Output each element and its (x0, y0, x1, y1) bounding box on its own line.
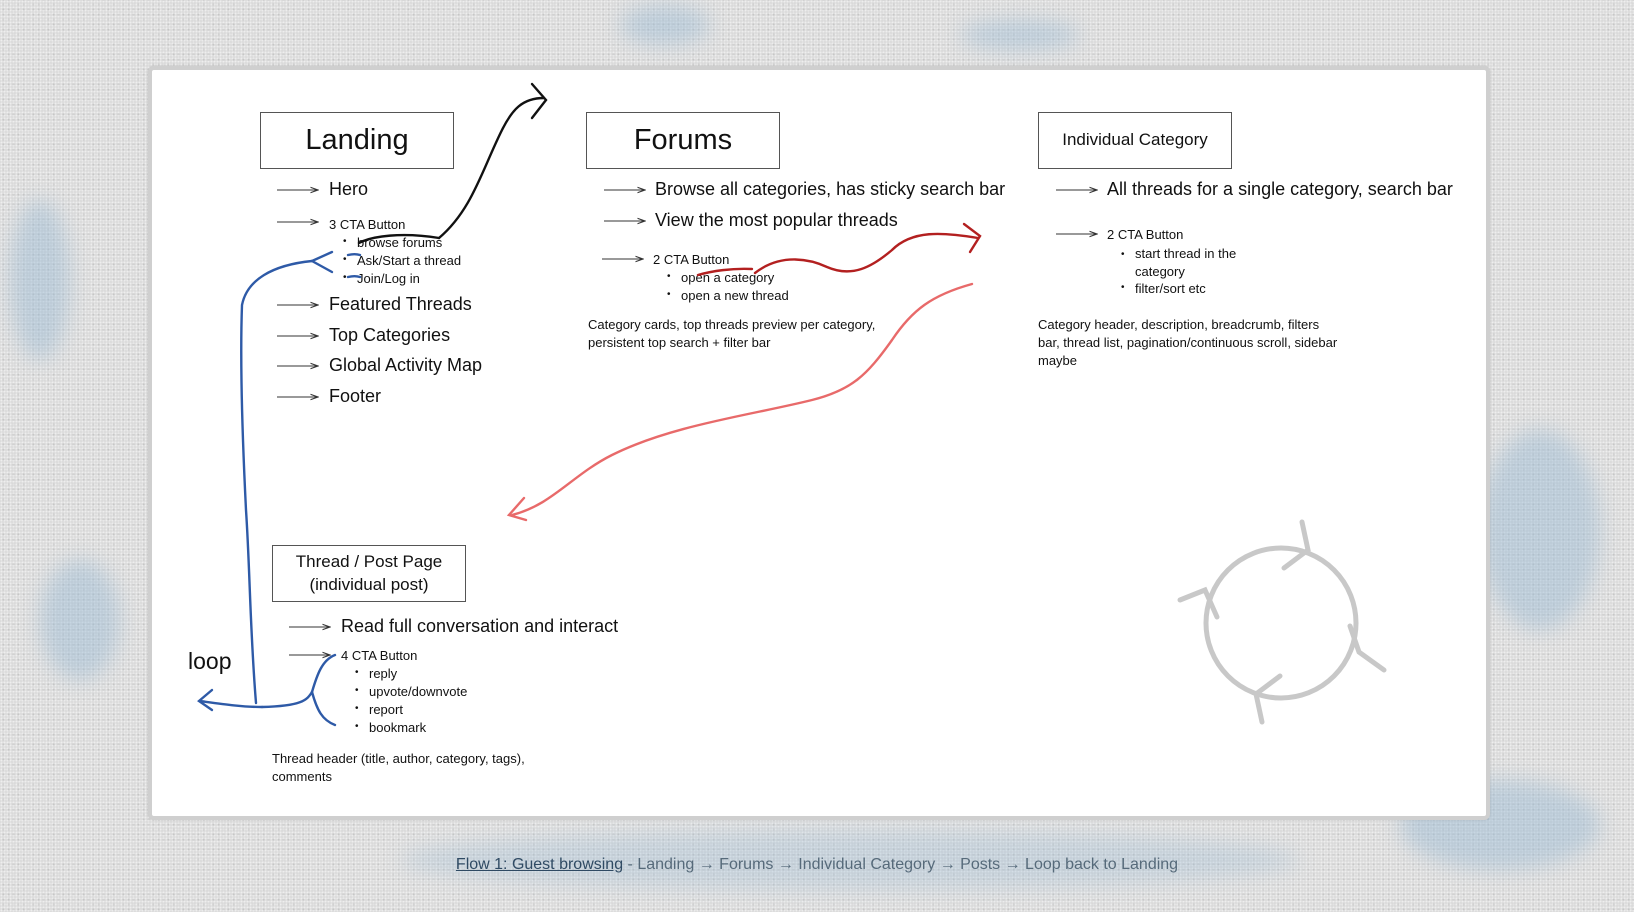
blue-loop-arrow (199, 252, 360, 725)
background-blot (960, 20, 1080, 50)
forums-cta-category: • open a category (681, 270, 774, 285)
black-flow-arrow (359, 84, 546, 243)
item-arrows (277, 190, 1097, 655)
loop-label: loop (188, 648, 232, 674)
category-description: Category header, description, breadcrumb, filters bar, thread list, pagination/continuous scroll, sidebar maybe (1038, 317, 1338, 368)
landing-item-activity-map: Global Activity Map (329, 355, 483, 375)
landing-item-footer: Footer (329, 386, 382, 406)
thread-cta-vote: • upvote/downvote (369, 684, 467, 699)
background-blot (10, 200, 70, 360)
caption-link[interactable]: Flow 1: Guest browsing (455, 856, 624, 873)
annotation-layer (152, 70, 1486, 816)
thread-cta-reply: • reply (369, 666, 397, 681)
caption-text: - Landing → Forums → Individual Category → Posts → Loop back to Landing (623, 856, 1179, 873)
category-item-cta: 2 CTA Button (1107, 227, 1184, 242)
landing-cta-ask: • Ask/Start a thread (357, 253, 461, 268)
loop-icon (1180, 522, 1384, 722)
category-cta-filter: • filter/sort etc (1135, 281, 1206, 296)
landing-item-featured: Featured Threads (329, 294, 472, 314)
thread-box: Thread / Post Page (individual post) (272, 545, 466, 602)
thread-cta-bookmark: • bookmark (369, 720, 426, 735)
landing-item-hero: Hero (329, 179, 369, 199)
category-box: Individual Category (1038, 112, 1232, 169)
pink-flow-arrow (509, 284, 972, 520)
landing-box: Landing (260, 112, 454, 169)
thread-cta-report: • report (369, 702, 403, 717)
caption (0, 856, 1634, 874)
landing-item-cta: 3 CTA Button (329, 217, 406, 232)
forums-item-popular: View the most popular threads (655, 210, 898, 230)
forums-item-cta: 2 CTA Button (653, 252, 730, 267)
landing-cta-browse: • browse forums (357, 235, 442, 250)
forums-cta-thread: • open a new thread (681, 288, 789, 303)
background-blot (1480, 430, 1600, 630)
thread-description: Thread header (title, author, category, tags), comments (272, 751, 525, 784)
landing-item-top-categories: Top Categories (329, 325, 451, 345)
category-item-threads: All threads for a single category, search bar (1107, 179, 1453, 199)
background-blot (40, 560, 120, 680)
thread-item-read: Read full conversation and interact (341, 616, 619, 636)
background-blot (620, 5, 710, 45)
landing-cta-join: • Join/Log in (357, 271, 420, 286)
forums-description: Category cards, top threads preview per category, persistent top search + filter bar (588, 317, 876, 350)
red-flow-arrow (698, 224, 980, 275)
forums-item-browse: Browse all categories, has sticky search bar (655, 179, 1006, 199)
whiteboard (148, 66, 1490, 820)
forums-box: Forums (586, 112, 780, 169)
thread-item-cta: 4 CTA Button (341, 648, 418, 663)
category-cta-start: • start thread in the category (1135, 245, 1255, 281)
